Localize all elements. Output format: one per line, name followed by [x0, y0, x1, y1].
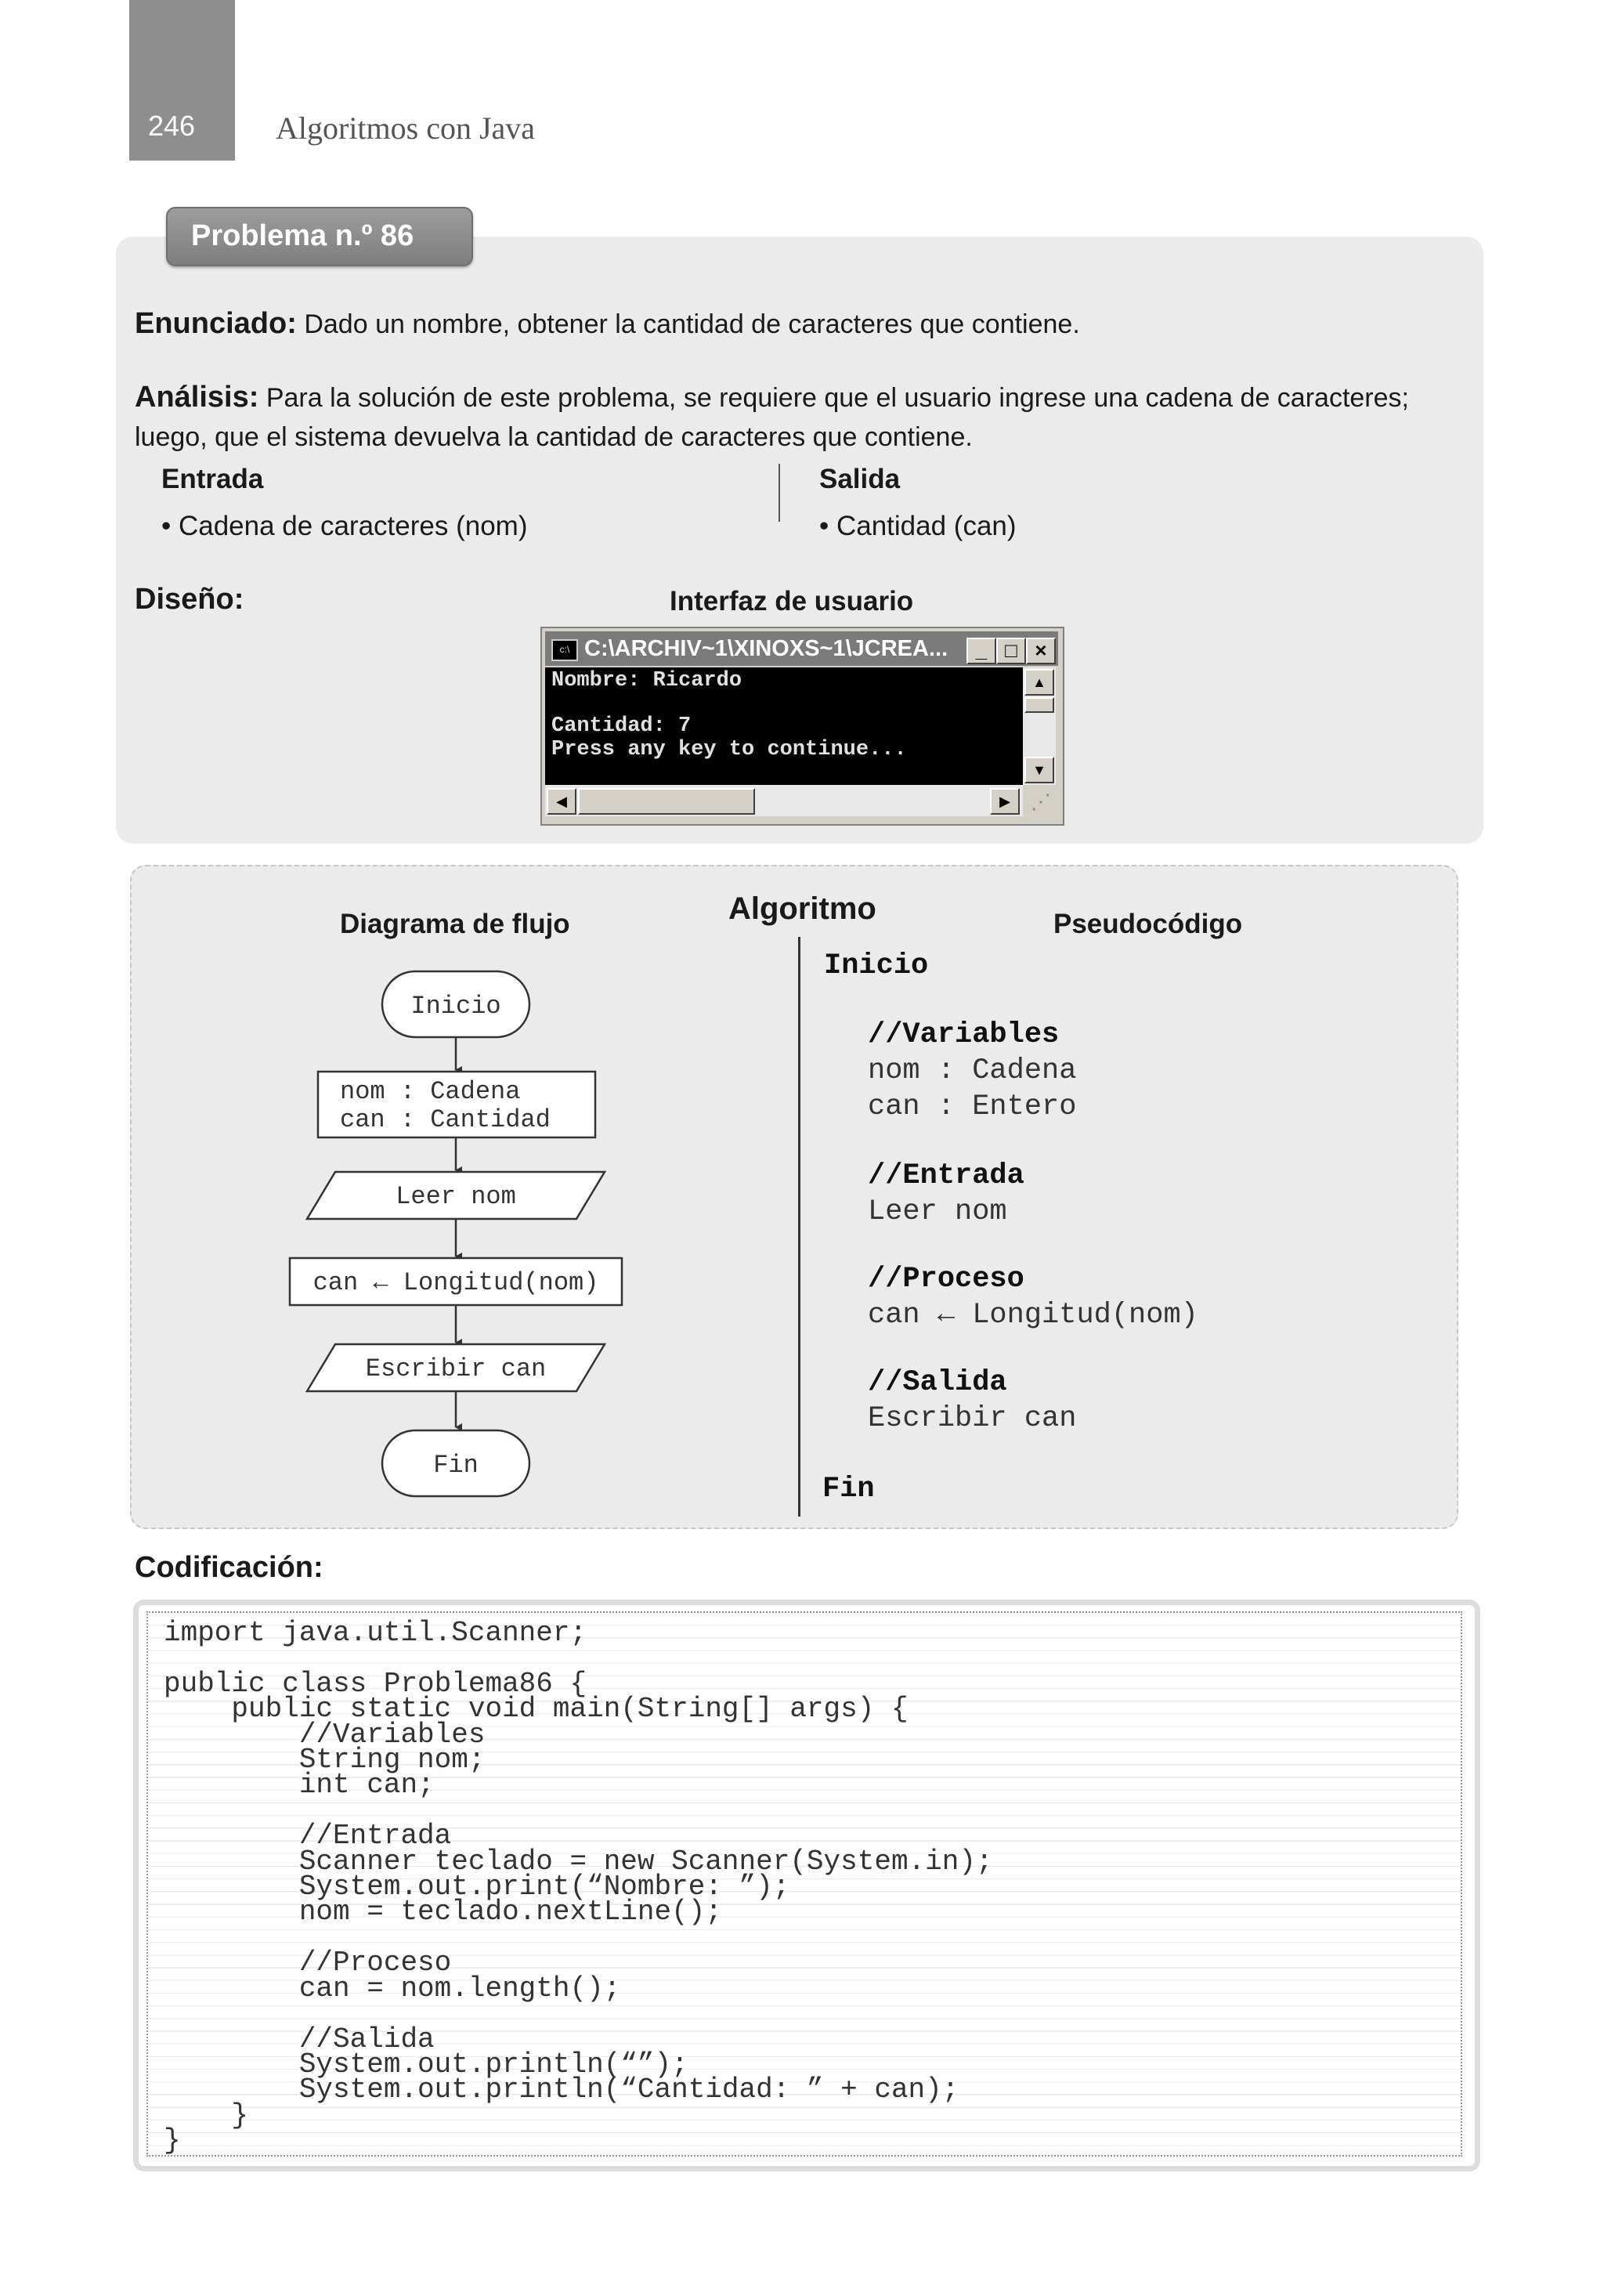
analisis-text: Para la solución de este problema, se requiere que el usuario ingrese una cadena de caracteres; luego, que el sistema devuelva la cantidad de caracteres que contiene. [135, 383, 1409, 452]
pseudo-inicio: Inicio [824, 949, 929, 982]
pseudo-line: can : Entero [868, 1090, 1077, 1123]
flow-decl-label: can : Cantidad [340, 1105, 551, 1134]
flow-output-label: Escribir can [365, 1354, 547, 1383]
analisis-paragraph [135, 378, 1474, 457]
entrada-item: • Cadena de caracteres (nom) [161, 511, 528, 541]
codificacion-heading: Codificación: [135, 1551, 323, 1584]
code-area [146, 1611, 1462, 2157]
java-source-code: import java.util.Scanner; public class Problema86 { public static void main(String[] args) { //Variables String nom; int can; //Entrada Scanner teclado = new Scanner(System.in); System.out.print(“Nombre: ”); nom = teclado.nextLine(); //Proceso can = nom.length(); //Salida System.out.println(“”); System.out.println(“Cantidad: ” + can); } } [164, 1617, 993, 2157]
console-line: Press any key to continue... [551, 738, 907, 761]
flowchart [282, 964, 627, 1504]
flow-start-label: Inicio [410, 992, 501, 1021]
salida-heading: Salida [819, 464, 901, 494]
interfaz-heading: Interfaz de usuario [670, 586, 914, 616]
flow-process-label: can ← Longitud(nom) [312, 1268, 599, 1297]
running-title: Algoritmos con Java [276, 110, 536, 146]
io-divider [779, 464, 780, 522]
minimize-button[interactable]: _ [966, 638, 996, 664]
pseudo-fin: Fin [822, 1473, 875, 1506]
console-titlebar[interactable] [545, 631, 1058, 666]
flow-decl-label: nom : Cadena [340, 1077, 521, 1106]
algorithm-title: Algoritmo [728, 891, 876, 926]
pseudo-comment: //Salida [868, 1366, 1007, 1399]
scroll-thumb[interactable] [1024, 697, 1054, 713]
pseudo-comment: //Entrada [868, 1159, 1024, 1192]
pseudocode-title: Pseudocódigo [1053, 909, 1243, 939]
entrada-heading: Entrada [161, 464, 264, 494]
console-line: Cantidad: 7 [551, 714, 692, 738]
analisis-label: Análisis: [135, 381, 259, 414]
vertical-scrollbar[interactable] [1023, 667, 1056, 785]
diseno-heading: Diseño: [135, 583, 244, 616]
console-app-icon[interactable]: c:\ [551, 639, 578, 661]
resize-grip-icon[interactable]: ⋰ [1031, 790, 1051, 813]
console-window [540, 627, 1064, 826]
problem-badge: Problema n.º 86 [166, 207, 473, 266]
flowchart-title: Diagrama de flujo [340, 909, 570, 939]
pseudo-line: can ← Longitud(nom) [868, 1299, 1198, 1332]
algorithm-divider [798, 937, 800, 1517]
enunciado-text: Dado un nombre, obtener la cantidad de caracteres que contiene. [304, 309, 1080, 339]
page-number: 246 [147, 110, 196, 142]
close-button[interactable]: × [1026, 638, 1056, 664]
enunciado-paragraph [135, 304, 1466, 344]
pseudo-comment: //Proceso [868, 1263, 1024, 1296]
horizontal-scrollbar[interactable] [545, 785, 1023, 816]
scroll-right-icon[interactable]: ▶ [990, 788, 1020, 815]
console-line: Nombre: Ricardo [551, 669, 742, 692]
console-title: C:\ARCHIV~1\XINOXS~1\JCREA... [584, 636, 948, 661]
code-box [133, 1600, 1480, 2171]
flow-input-label: Leer nom [396, 1182, 516, 1211]
console-output [545, 667, 1023, 785]
pseudo-line: Leer nom [868, 1195, 1007, 1228]
horizontal-scroll-thumb[interactable] [578, 788, 755, 815]
scroll-up-icon[interactable]: ▲ [1024, 669, 1054, 696]
pseudo-line: Escribir can [868, 1402, 1077, 1435]
pseudo-line: nom : Cadena [868, 1054, 1077, 1087]
scroll-down-icon[interactable]: ▼ [1024, 757, 1054, 783]
pseudo-comment: //Variables [868, 1018, 1060, 1051]
maximize-button[interactable]: □ [996, 638, 1026, 664]
enunciado-label: Enunciado: [135, 307, 297, 340]
scroll-left-icon[interactable]: ◀ [547, 788, 576, 815]
salida-item: • Cantidad (can) [819, 511, 1017, 541]
flow-end-label: Fin [433, 1451, 479, 1480]
